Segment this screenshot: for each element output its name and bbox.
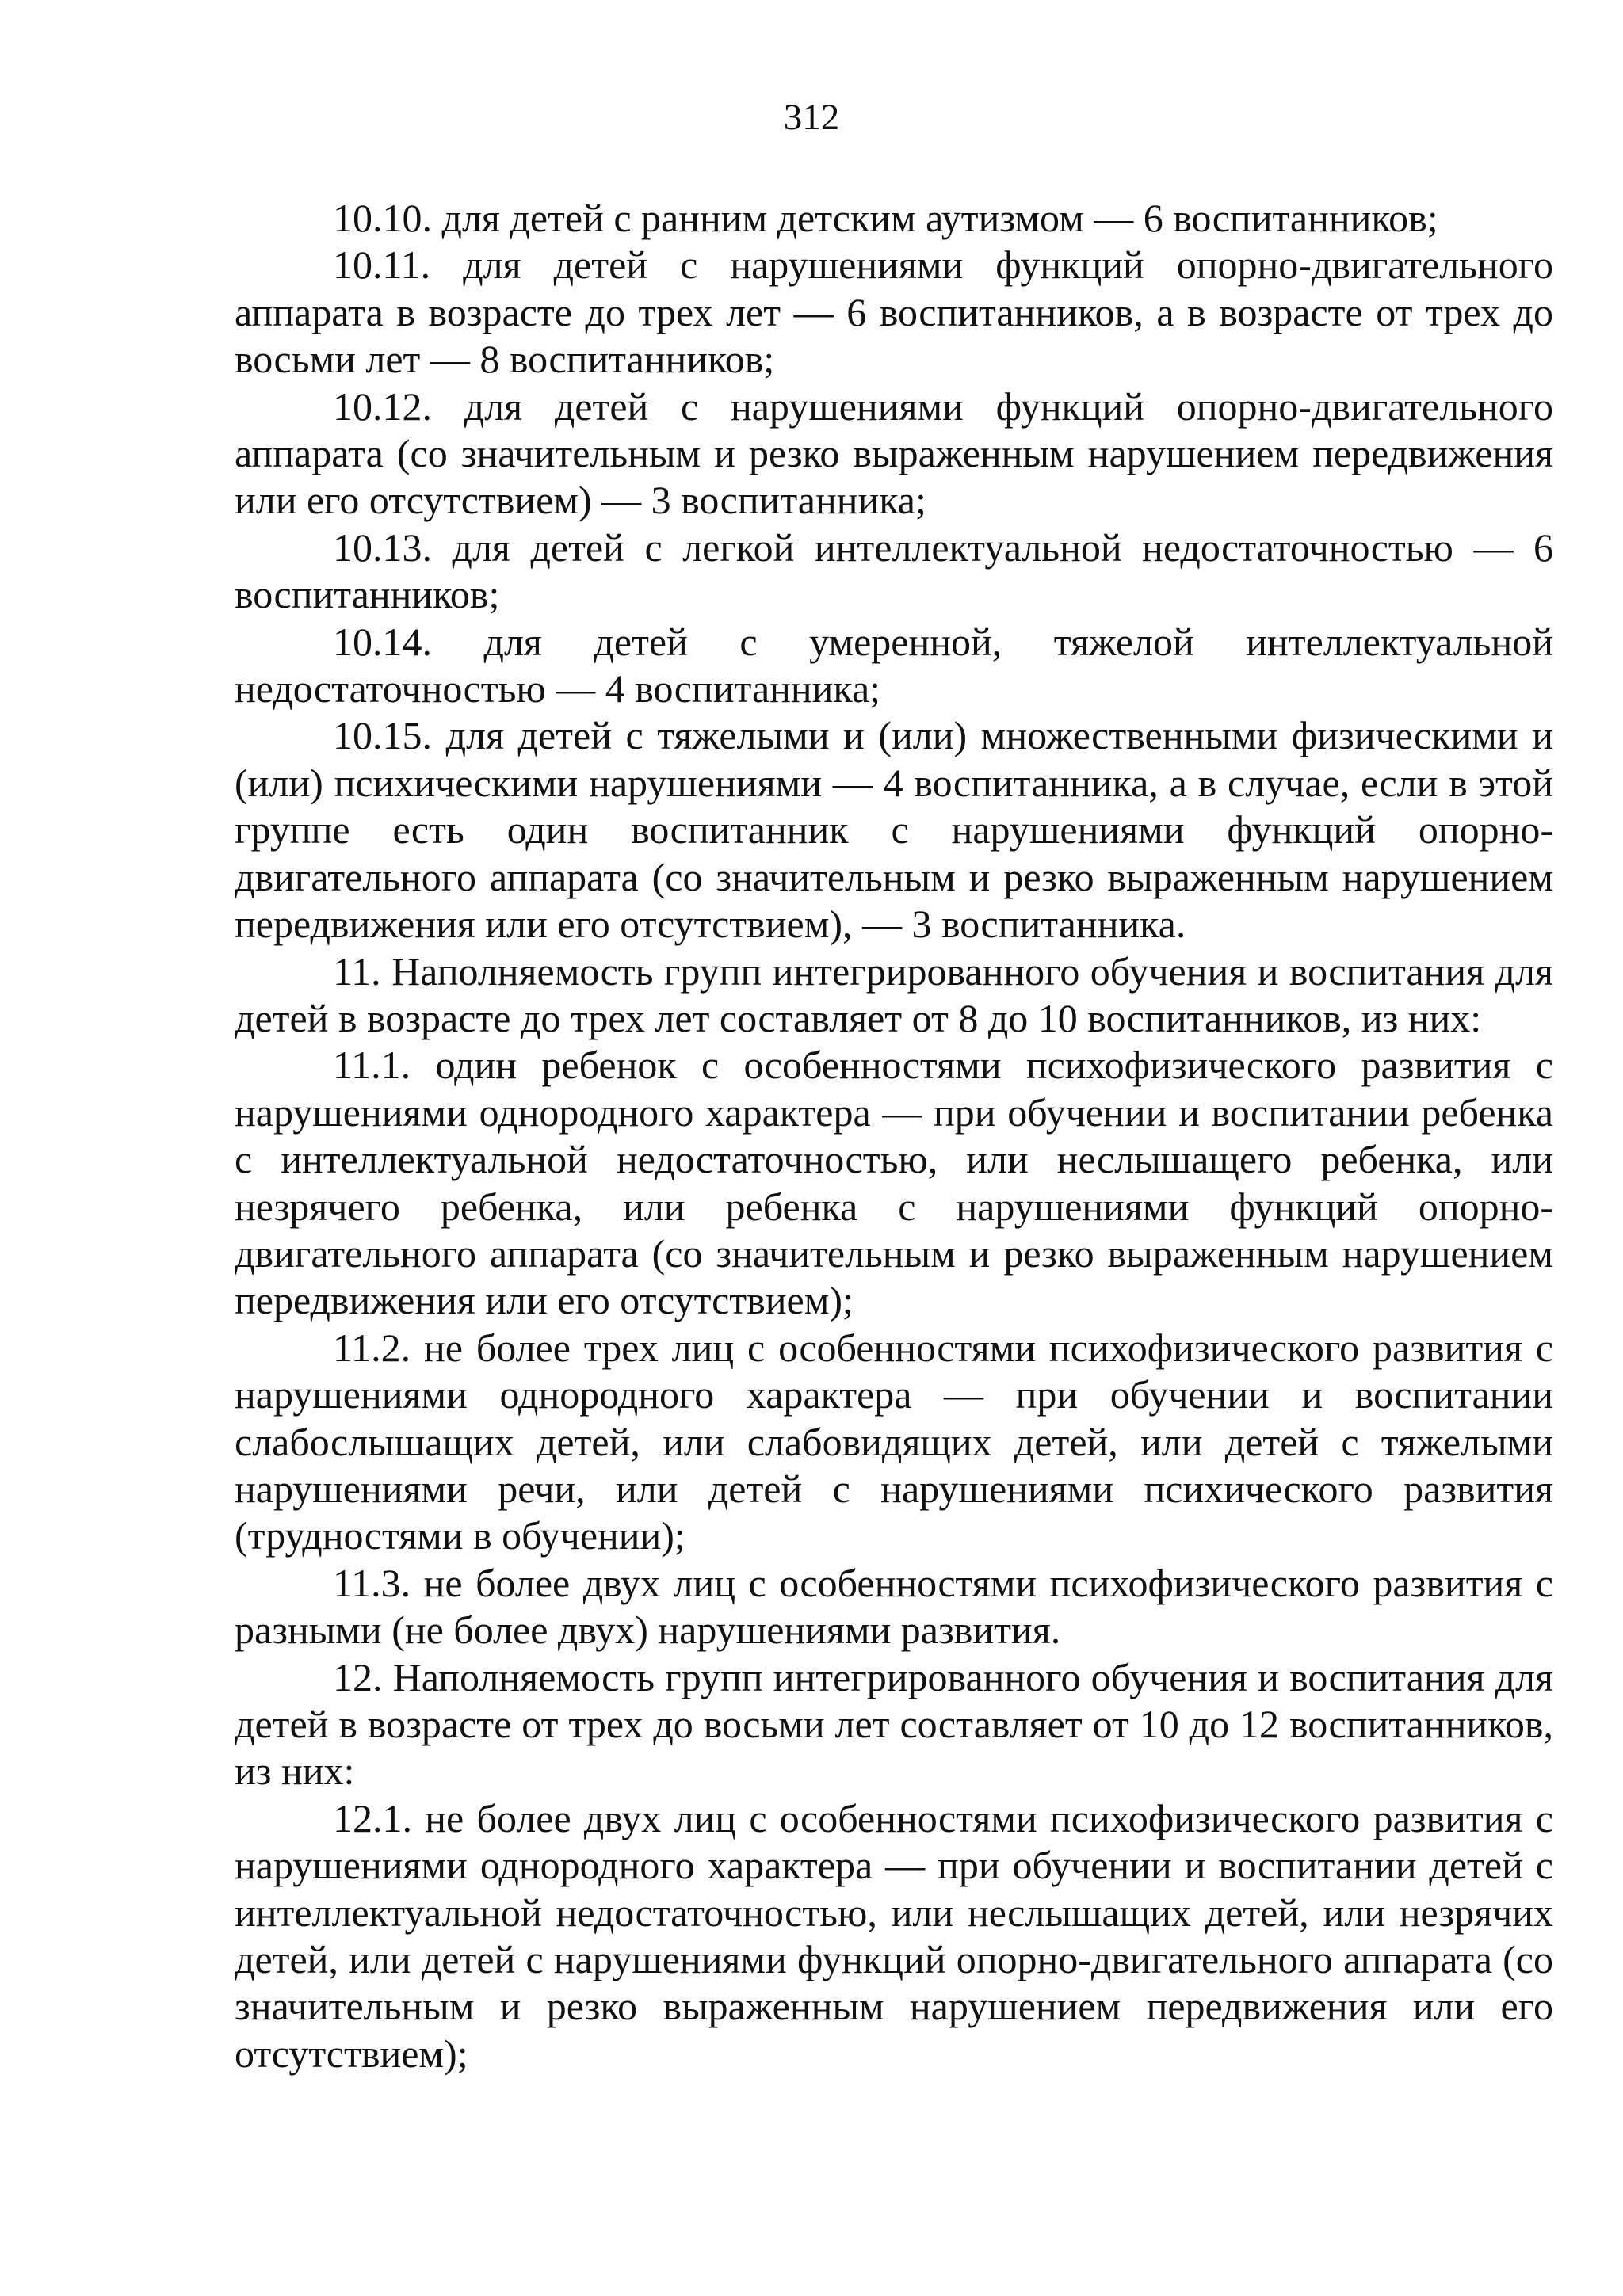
paragraph-12: 12. Наполняемость групп интегрированного обучения и воспитания для детей в возрасте от трех до восьми лет составляет от 10 до 12 воспитанников, из них: (235, 1654, 1553, 1794)
paragraph-10-14: 10.14. для детей с умеренной, тяжелой интеллектуальной недостаточностью — 4 воспитанника; (235, 619, 1553, 711)
paragraph-12-1: 12.1. не более двух лиц с особенностями психофизического развития с нарушениями однородного характера — при обучении и воспитании детей с интеллектуальной недостаточностью, или неслышащих детей, или незрячих детей, или детей с нарушениями функций опорно-двигательного аппарата (со значительным и резко выраженным нарушением передвижения или его отсутствием); (235, 1795, 1553, 2076)
paragraph-10-11: 10.11. для детей с нарушениями функций опорно-двигательного аппарата в возрасте до трех лет — 6 воспитанников, а в возрасте от трех до восьми лет — 8 воспитанников; (235, 242, 1553, 382)
paragraph-11-2: 11.2. не более трех лиц с особенностями психофизического развития с нарушениями однородного характера — при обучении и воспитании слабослышащих детей, или слабовидящих детей, или детей с тяжелыми нарушениями речи, или детей с нарушениями психического развития (трудностями в обучении); (235, 1325, 1553, 1558)
body-text (235, 195, 1553, 2077)
paragraph-11-3: 11.3. не более двух лиц с особенностями психофизического развития с разными (не более двух) нарушениями развития. (235, 1560, 1553, 1653)
paragraph-10-13: 10.13. для детей с легкой интеллектуальной недостаточностью — 6 воспитанников; (235, 524, 1553, 617)
paragraph-10-12: 10.12. для детей с нарушениями функций опорно-двигательного аппарата (со значительным и резко выраженным нарушением передвижения или его отсутствием) — 3 воспитанника; (235, 383, 1553, 523)
paragraph-10-15: 10.15. для детей с тяжелыми и (или) множественными физическими и (или) психическими нарушениями — 4 воспитанника, а в случае, если в этой группе есть один воспитанник с нарушениями функций опорно-двигательного аппарата (со значительным и резко выраженным нарушением передвижения или его отсутствием), — 3 воспитанника. (235, 713, 1553, 947)
page-number: 312 (783, 97, 840, 138)
paragraph-10-10: 10.10. для детей с ранним детским аутизмом — 6 воспитанников; (333, 196, 1438, 240)
paragraph-11: 11. Наполняемость групп интегрированного обучения и воспитания для детей в возрасте до трех лет составляет от 8 до 10 воспитанников, из них: (235, 948, 1553, 1040)
paragraph-11-1: 11.1. один ребенок с особенностями психофизического развития с нарушениями однородного характера — при обучении и воспитании ребенка с интеллектуальной недостаточностью, или неслышащего ребенка, или незрячего ребенка, или ребенка с нарушениями функций опорно-двигательного аппарата (со значительным и резко выраженным нарушением передвижения или его отсутствием); (235, 1043, 1553, 1323)
